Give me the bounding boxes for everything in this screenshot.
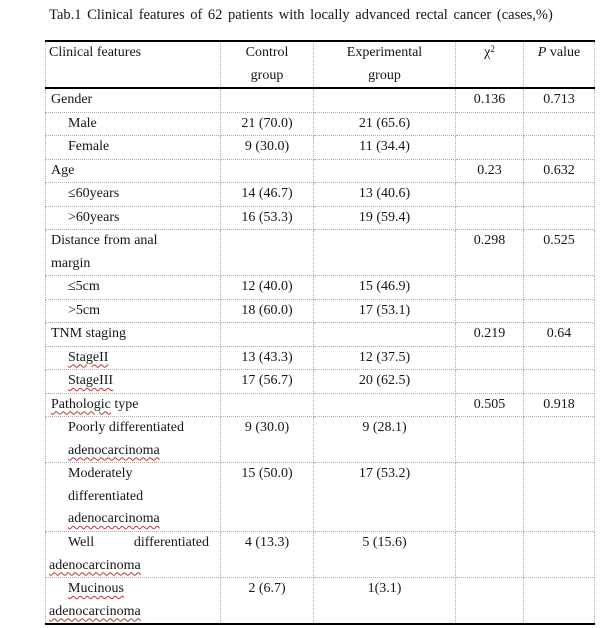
cell-chi-square <box>456 276 524 300</box>
table-body <box>46 88 595 624</box>
text-segment: Control <box>245 45 289 60</box>
cell-p-value: 0.525 <box>524 230 595 276</box>
text-line <box>49 323 217 346</box>
table-row <box>46 299 595 323</box>
text-segment: Female <box>68 139 110 154</box>
cell-p-value <box>524 136 595 160</box>
cell-p-value <box>524 206 595 230</box>
cell-feature <box>46 578 221 625</box>
misspelled-word: Pathologic <box>51 396 111 412</box>
cell-experimental-group: 12 (37.5) <box>314 346 456 370</box>
cell-experimental-group: 17 (53.2) <box>314 463 456 532</box>
cell-p-value <box>524 346 595 370</box>
text-segment: TNM staging <box>51 326 127 341</box>
cell-experimental-group: 15 (46.9) <box>314 276 456 300</box>
text-line <box>49 486 217 509</box>
cell-experimental-group: 19 (59.4) <box>314 206 456 230</box>
cell-experimental-group: 21 (65.6) <box>314 112 456 136</box>
cell-p-value <box>524 370 595 394</box>
text-line <box>49 300 217 323</box>
cell-chi-square: 0.136 <box>456 88 524 112</box>
misspelled-word: Mucinous <box>68 581 124 596</box>
text-segment: Poorly differentiated <box>68 420 184 435</box>
cell-p-value: 0.713 <box>524 88 595 112</box>
text-line <box>49 578 217 601</box>
text-line <box>49 160 217 183</box>
text-segment: value <box>546 45 581 60</box>
cell-feature <box>46 206 221 230</box>
text-segment: differentiated <box>133 535 209 550</box>
col-header-experimental-group <box>314 41 456 88</box>
cell-p-value <box>524 417 595 463</box>
text-line <box>49 89 217 112</box>
table-row <box>46 346 595 370</box>
cell-control-group: 2 (6.7) <box>221 578 314 625</box>
cell-control-group: 15 (50.0) <box>221 463 314 532</box>
cell-p-value <box>524 112 595 136</box>
cell-experimental-group <box>314 323 456 347</box>
cell-feature <box>46 532 221 578</box>
text-line <box>49 417 217 440</box>
cell-control-group <box>221 393 314 417</box>
cell-feature <box>46 417 221 463</box>
cell-chi-square: 0.505 <box>456 393 524 417</box>
text-line <box>49 276 217 299</box>
col-header-chi-square <box>456 41 524 88</box>
text-line <box>49 370 217 393</box>
cell-chi-square <box>456 578 524 625</box>
text-line <box>49 253 217 276</box>
table-row <box>46 183 595 207</box>
text-line <box>49 183 217 206</box>
cell-chi-square <box>456 346 524 370</box>
cell-control-group: 9 (30.0) <box>221 136 314 160</box>
cell-p-value <box>524 463 595 532</box>
table-row <box>46 112 595 136</box>
text-line <box>49 601 217 624</box>
cell-chi-square: 0.298 <box>456 230 524 276</box>
cell-experimental-group <box>314 393 456 417</box>
cell-feature <box>46 323 221 347</box>
misspelled-word: adenocarcinoma <box>68 442 160 458</box>
table-row <box>46 463 595 532</box>
table-row <box>46 136 595 160</box>
text-segment: 2 <box>490 44 495 54</box>
cell-p-value: 0.918 <box>524 393 595 417</box>
table-row <box>46 159 595 183</box>
text-segment: Clinical features <box>49 45 142 60</box>
cell-chi-square <box>456 206 524 230</box>
cell-feature <box>46 370 221 394</box>
text-line <box>49 508 217 531</box>
cell-feature <box>46 159 221 183</box>
cell-experimental-group <box>314 159 456 183</box>
cell-p-value <box>524 532 595 578</box>
cell-experimental-group: 17 (53.1) <box>314 299 456 323</box>
text-segment: ≤5cm <box>68 279 100 294</box>
text-line <box>49 207 217 230</box>
text-line <box>224 65 310 88</box>
cell-feature <box>46 88 221 112</box>
text-line <box>49 463 217 486</box>
text-line <box>317 65 452 88</box>
cell-control-group: 18 (60.0) <box>221 299 314 323</box>
cell-p-value <box>524 276 595 300</box>
cell-feature <box>46 463 221 532</box>
cell-feature <box>46 230 221 276</box>
text-line <box>49 347 217 370</box>
cell-chi-square <box>456 532 524 578</box>
table-title: Tab.1 Clinical features of 62 patients with locally advanced rectal cancer (cases,%) <box>49 7 553 23</box>
cell-feature <box>46 183 221 207</box>
cell-p-value: 0.632 <box>524 159 595 183</box>
table-row <box>46 578 595 625</box>
misspelled-word: adenocarcinoma <box>68 511 160 526</box>
cell-control-group: 16 (53.3) <box>221 206 314 230</box>
text-segment: P <box>537 45 547 60</box>
cell-experimental-group: 5 (15.6) <box>314 532 456 578</box>
cell-control-group: 17 (56.7) <box>221 370 314 394</box>
cell-control-group <box>221 323 314 347</box>
cell-chi-square <box>456 183 524 207</box>
text-segment: Experimental <box>346 45 423 60</box>
cell-control-group <box>221 159 314 183</box>
text-line <box>49 394 217 417</box>
cell-p-value <box>524 578 595 625</box>
table-row <box>46 370 595 394</box>
cell-chi-square <box>456 370 524 394</box>
text-segment: Moderately <box>68 466 133 481</box>
clinical-features-table <box>45 40 595 625</box>
cell-experimental-group: 20 (62.5) <box>314 370 456 394</box>
cell-control-group: 14 (46.7) <box>221 183 314 207</box>
text-segment: Male <box>68 115 97 131</box>
header-row <box>46 41 595 88</box>
cell-control-group: 4 (13.3) <box>221 532 314 578</box>
misspelled-word: adenocarcinoma <box>49 603 141 619</box>
cell-chi-square: 0.23 <box>456 159 524 183</box>
table-row <box>46 88 595 112</box>
cell-experimental-group: 1(3.1) <box>314 578 456 625</box>
cell-feature <box>46 393 221 417</box>
cell-experimental-group: 11 (34.4) <box>314 136 456 160</box>
col-header-p-value <box>524 41 595 88</box>
text-line <box>49 555 217 578</box>
text-segment: Well <box>68 535 95 550</box>
text-segment: Age <box>51 162 75 178</box>
cell-control-group: 9 (30.0) <box>221 417 314 463</box>
cell-experimental-group: 9 (28.1) <box>314 417 456 463</box>
text-line <box>49 532 217 555</box>
cell-p-value <box>524 183 595 207</box>
cell-control-group <box>221 230 314 276</box>
cell-feature <box>46 299 221 323</box>
cell-experimental-group <box>314 230 456 276</box>
text-segment: differentiated <box>68 488 144 504</box>
cell-control-group: 12 (40.0) <box>221 276 314 300</box>
text-segment: Gender <box>51 92 93 107</box>
text-segment: χ <box>484 45 491 60</box>
text-line <box>224 42 310 65</box>
cell-experimental-group <box>314 88 456 112</box>
table-row <box>46 532 595 578</box>
cell-chi-square <box>456 136 524 160</box>
table-row <box>46 276 595 300</box>
cell-control-group: 13 (43.3) <box>221 346 314 370</box>
text-segment: group <box>250 67 284 83</box>
table-row <box>46 230 595 276</box>
text-line <box>49 113 217 136</box>
cell-control-group <box>221 88 314 112</box>
text-segment: >5cm <box>68 302 100 318</box>
cell-feature <box>46 112 221 136</box>
text-line <box>317 42 452 65</box>
text-segment: ≤60years <box>68 186 120 201</box>
cell-control-group: 21 (70.0) <box>221 112 314 136</box>
cell-p-value <box>524 299 595 323</box>
text-segment: Distance from anal <box>51 233 158 248</box>
cell-feature <box>46 136 221 160</box>
col-header-control-group <box>221 41 314 88</box>
cell-chi-square <box>456 463 524 532</box>
text-segment: type <box>110 396 139 412</box>
cell-chi-square <box>456 112 524 136</box>
text-line <box>49 42 217 65</box>
col-header-clinical-features <box>46 41 221 88</box>
table-row <box>46 206 595 230</box>
table-row <box>46 393 595 417</box>
text-line <box>527 42 591 65</box>
text-line <box>49 440 217 463</box>
text-segment: margin <box>51 255 91 271</box>
table-row <box>46 417 595 463</box>
cell-feature <box>46 346 221 370</box>
text-line <box>49 136 217 159</box>
text-line <box>459 42 520 65</box>
cell-chi-square <box>456 299 524 323</box>
misspelled-word: adenocarcinoma <box>49 557 141 573</box>
misspelled-word: StageIII <box>68 373 114 388</box>
cell-p-value: 0.64 <box>524 323 595 347</box>
text-segment: >60years <box>68 209 120 225</box>
table-row <box>46 323 595 347</box>
cell-chi-square <box>456 417 524 463</box>
cell-experimental-group: 13 (40.6) <box>314 183 456 207</box>
text-segment: group <box>368 67 401 83</box>
cell-chi-square: 0.219 <box>456 323 524 347</box>
misspelled-word: StageII <box>68 349 109 365</box>
cell-feature <box>46 276 221 300</box>
text-line <box>49 230 217 253</box>
